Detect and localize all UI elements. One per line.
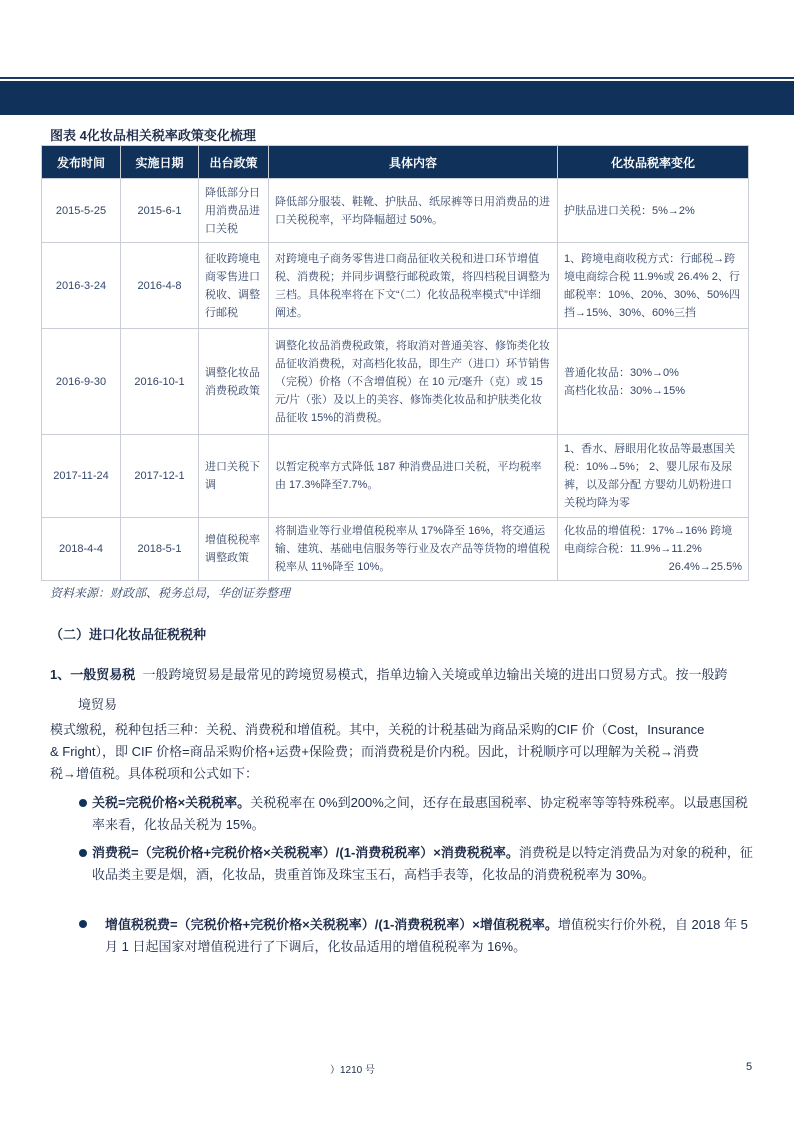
figure-caption: 图表 4化妆品相关税率政策变化梳理 xyxy=(50,128,256,143)
cell-content: 将制造业等行业增值税税率从 17%降至 16%，将交通运输、建筑、基础电信服务等行业及农产品等货物的增值税税率从 11%降至 10%。 xyxy=(269,518,558,581)
cell-pub: 2016-9-30 xyxy=(42,329,121,435)
bullet-item xyxy=(105,914,756,958)
formula: 消费税=（完税价格+完税价格×关税税率）/(1-消费税税率）×消费税税率。 xyxy=(92,845,519,860)
cell-impl: 2016-10-1 xyxy=(121,329,199,435)
cell-change: 1、香水、唇眼用化妆品等最惠国关税：10%→5%； 2、婴儿尿布及尿裤，以及部分配 方婴幼儿奶粉进口关税均降为零 xyxy=(558,435,749,518)
cell-content: 调整化妆品消费税政策，将取消对普通美容、修饰类化妆品征收消费税，对高档化妆品，即生产（进口）环节销售（完税）价格（不含增值税）在 10 元/毫升（克）或 15 元/片（张）及以上的美容、修饰类化妆品和护肤类化妆品征收 15%的消费税。 xyxy=(269,329,558,435)
cell-change: 护肤品进口关税：5%→2% xyxy=(558,179,749,243)
bullet-text: 消费税是以特定消费品为对象的税种，征收品类主要是烟，酒，化妆品，贵重首饰及珠宝玉石，高档手表等，化妆品的消费税税率为 30%。 xyxy=(92,845,753,882)
para-text: & Fright），即 CIF 价格=商品采购价格+运费+保险费；而消费税是价内税。因此，计税顺序可以理解为关税→消费 xyxy=(50,744,699,759)
bullet-item xyxy=(92,792,756,836)
policy-table xyxy=(41,145,749,581)
cell-policy: 征收跨境电商零售进口税收、调整行邮税 xyxy=(199,243,269,329)
bullet-icon xyxy=(79,920,87,928)
table-row xyxy=(42,179,749,243)
formula: 关税=完税价格×关税税率。 xyxy=(92,795,251,810)
cell-impl: 2018-5-1 xyxy=(121,518,199,581)
table-header-row xyxy=(42,146,749,179)
table-row xyxy=(42,435,749,518)
cell-content: 降低部分服装、鞋靴、护肤品、纸尿裤等日用消费品的进口关税税率，平均降幅超过 50%。 xyxy=(269,179,558,243)
cell-change: 1、跨境电商收税方式：行邮税→跨境电商综合税 11.9%或 26.4% 2、行邮税率：10%、20%、30%、50%四挡→15%、30%、60%三挡 xyxy=(558,243,749,329)
change-line: 化妆品的增值税：17%→16% 跨境电商综合税：11.9%→11.2% xyxy=(564,525,733,555)
page-number: 5 xyxy=(746,1061,753,1073)
col-header: 出台政策 xyxy=(199,146,269,179)
footer-text: ）1210 号 xyxy=(330,1065,376,1076)
cell-policy: 增值税税率调整政策 xyxy=(199,518,269,581)
para-text: 境贸易 xyxy=(78,697,118,712)
cell-pub: 2017-11-24 xyxy=(42,435,121,518)
cell-impl: 2017-12-1 xyxy=(121,435,199,518)
cell-policy: 进口关税下调 xyxy=(199,435,269,518)
cell-content: 对跨境电子商务零售进口商品征收关税和进口环节增值税、消费税；并同步调整行邮税政策，将四档税目调整为三档。具体税率将在下文“（二）化妆品税率模式”中详细阐述。 xyxy=(269,243,558,329)
bullet-icon xyxy=(79,849,87,857)
table-row xyxy=(42,518,749,581)
cell-pub: 2015-5-25 xyxy=(42,179,121,243)
cell-policy: 降低部分日用消费品进口关税 xyxy=(199,179,269,243)
bullet-icon xyxy=(79,799,87,807)
table-row xyxy=(42,329,749,435)
cell-pub: 2018-4-4 xyxy=(42,518,121,581)
col-header: 化妆品税率变化 xyxy=(558,146,749,179)
change-line: 普通化妆品：30%→0% xyxy=(564,366,679,379)
cell-pub: 2016-3-24 xyxy=(42,243,121,329)
formula: 增值税税费=（完税价格+完税价格×关税税率）/(1-消费税税率）×增值税税率。 xyxy=(105,917,558,932)
para-text: 模式缴税，税种包括三种：关税、消费税和增值税。其中，关税的计税基础为商品采购的CIF 价（Cost，Insurance xyxy=(50,722,705,737)
header-banner xyxy=(0,81,794,115)
bullet-item xyxy=(92,842,756,886)
change-line: 高档化妆品：30%→15% xyxy=(564,384,686,397)
col-header: 具体内容 xyxy=(269,146,558,179)
header-rule xyxy=(0,77,794,79)
table-row xyxy=(42,243,749,329)
cell-impl: 2015-6-1 xyxy=(121,179,199,243)
para-text: 一般跨境贸易是最常见的跨境贸易模式，指单边输入关境或单边输出关境的进出口贸易方式。按一般跨 xyxy=(142,667,728,682)
cell-change xyxy=(558,329,749,435)
section-title: （二）进口化妆品征税税种 xyxy=(50,627,207,642)
cell-impl: 2016-4-8 xyxy=(121,243,199,329)
bullet-text: 增值税实行价外税，自 2018 年 5 月 1 日起国家对增值税进行了下调后，化妆品适用的增值税税率为 16%。 xyxy=(105,917,748,954)
cell-policy: 调整化妆品消费税政策 xyxy=(199,329,269,435)
cell-content: 以暂定税率方式降低 187 种消费品进口关税，平均税率由 17.3%降至7.7%。 xyxy=(269,435,558,518)
change-line: 26.4%→25.5% xyxy=(668,561,742,573)
cell-change xyxy=(558,518,749,581)
bullet-text: 关税税率在 0%到200%之间，还存在最惠国税率、协定税率等等特殊税率。以最惠国税率来看，化妆品关税为 15%。 xyxy=(92,795,748,832)
para-text: 税→增值税。具体税项和公式如下： xyxy=(50,766,259,781)
source-note: 资料来源：财政部、税务总局，华创证券整理 xyxy=(50,586,291,600)
para-lead: 1、一般贸易税 xyxy=(50,667,136,682)
col-header: 实施日期 xyxy=(121,146,199,179)
col-header: 发布时间 xyxy=(42,146,121,179)
